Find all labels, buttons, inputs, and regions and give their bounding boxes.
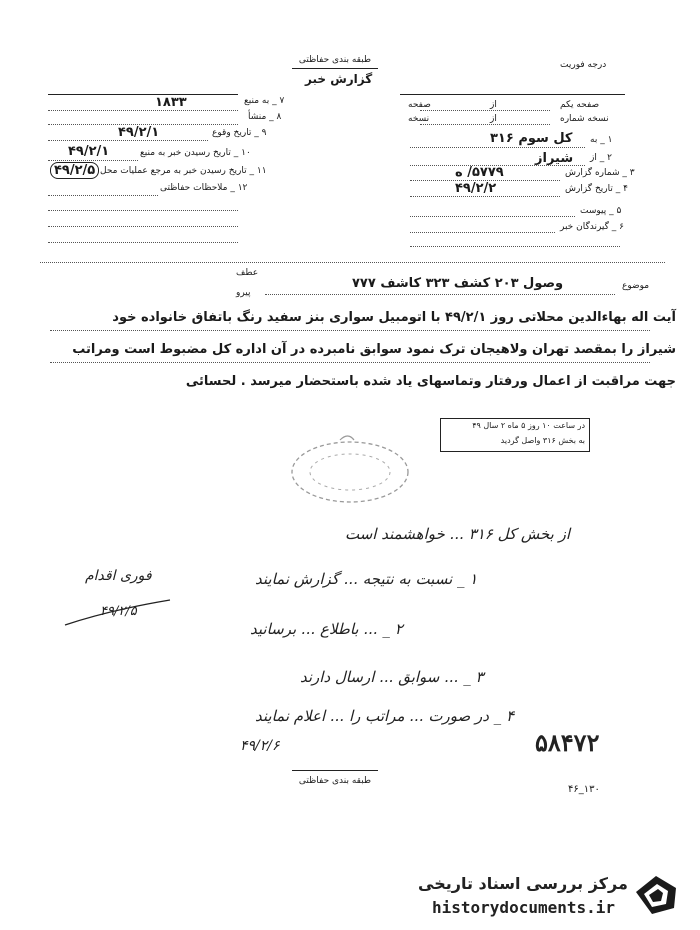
- field-3-label: ۳ _ شماره گزارش: [565, 168, 635, 178]
- urgency-label: درجه فوریت: [560, 60, 607, 70]
- stamp-line-1: در ساعت ۱۰ روز ۵ ماه ۲ سال ۴۹: [472, 421, 585, 430]
- handwritten-intro: از بخش کل ۳۱۶ ... خواهشمند است: [345, 525, 571, 543]
- field-4-label: ۴ _ تاریخ گزارش: [565, 184, 628, 194]
- atf-label: عطف: [236, 268, 259, 278]
- field-8-label: ۸ _ منشأ: [248, 112, 282, 122]
- classification-bottom: طبقه بندی حفاظتی: [298, 776, 372, 786]
- rule-right: [400, 94, 625, 95]
- watermark-website: historydocuments.ir: [432, 898, 616, 917]
- body-line-2: شیراز را بمقصد تهران ولاهیجان ترک نمود سوابق نامبرده در آن اداره کل مضبوط است ومراتب: [72, 342, 676, 357]
- side-note-date: ۴۹/۲/۵: [100, 604, 137, 619]
- rule-left: [48, 94, 238, 95]
- field-7-label: ۷ _ به منبع: [244, 96, 285, 106]
- copy-from: از: [490, 114, 497, 124]
- field-5-label: ۵ _ پیوست: [580, 206, 622, 216]
- subject-value: وصول ۲۰۳ کشف ۳۲۳ کاشف ۷۷۷: [352, 276, 564, 291]
- side-note: فوری اقدام: [85, 568, 152, 584]
- body-line-3: جهت مراقبت از اعمال ورفتار وتماسهای یاد شده باستحضار میرسد . لحسائی: [185, 374, 676, 389]
- field-11-value: ۴۹/۲/۵: [50, 162, 99, 179]
- field-6-label: ۶ _ گیرندگان خبر: [560, 222, 625, 232]
- archive-logo-icon: [630, 868, 680, 918]
- handwritten-item-4: ۴ _ در صورت ... مراتب را ... اعلام نمایند: [255, 707, 514, 725]
- field-4-value: ۴۹/۲/۲: [455, 181, 497, 196]
- report-title: گزارش خبر: [305, 72, 373, 86]
- form-code: ۴۶_۱۳۰: [568, 784, 600, 795]
- handwritten-date: ۴۹/۲/۶: [240, 738, 280, 754]
- round-seal-icon: [280, 430, 430, 510]
- page-from: از: [490, 100, 497, 110]
- divider: [292, 68, 378, 69]
- file-number: ۵۸۴۷۲: [535, 728, 600, 757]
- field-1-label: ۱ _ به: [590, 135, 613, 145]
- peiro-label: پیرو: [236, 288, 251, 298]
- field-9-value: ۴۹/۲/۱: [118, 125, 160, 140]
- section-rule: [40, 262, 665, 263]
- copy-word: نسخه: [408, 114, 430, 124]
- handwritten-item-2: ۲ _ ... باطلاع ... برسانید: [250, 620, 403, 638]
- handwritten-item-3: ۳ _ ... سوابق ... ارسال دارند: [300, 668, 484, 686]
- classification-top: طبقه بندی حفاظتی: [298, 55, 372, 65]
- field-12-label: ۱۲ _ ملاحظات حفاظتی: [160, 183, 248, 193]
- side-signature-stroke: [60, 590, 180, 630]
- field-7-value: ۱۸۳۳: [155, 95, 187, 110]
- handwritten-item-1: ۱ _ نسبت به نتیجه ... گزارش نمایند: [255, 570, 478, 588]
- field-11-label: ۱۱ _ تاریخ رسیدن خبر به مرجع عملیات محل: [100, 166, 267, 176]
- divider-bottom: [292, 770, 378, 771]
- field-10-value: ۴۹/۲/۱: [68, 144, 110, 159]
- page-word: صفحه: [408, 100, 431, 110]
- watermark-name: مرکز بررسی اسناد تاریخی: [418, 874, 628, 893]
- field-9-label: ۹ _ تاریخ وقوع: [212, 128, 267, 138]
- body-line-1: آیت اله بهاءالدین محلاتی روز ۴۹/۲/۱ با اتومبیل سواری بنز سفید رنگ باتفاق خانواده خود: [112, 310, 676, 325]
- stamp-line-2: به بخش ۳۱۶ واصل گردید: [500, 436, 585, 445]
- field-10-label: ۱۰ _ تاریخ رسیدن خبر به منبع: [140, 148, 251, 158]
- field-2-value: شیراز: [535, 151, 574, 166]
- page-label: صفحه یکم: [560, 100, 600, 110]
- field-3-value: ۵۷۷۹/ ه: [455, 165, 504, 180]
- copy-label: نسخه شماره: [560, 114, 609, 124]
- field-2-label: ۲ _ از: [590, 153, 612, 163]
- received-stamp: [440, 418, 590, 452]
- subject-label: موضوع: [622, 281, 650, 291]
- field-1-value: کل سوم ۳۱۶: [490, 131, 573, 146]
